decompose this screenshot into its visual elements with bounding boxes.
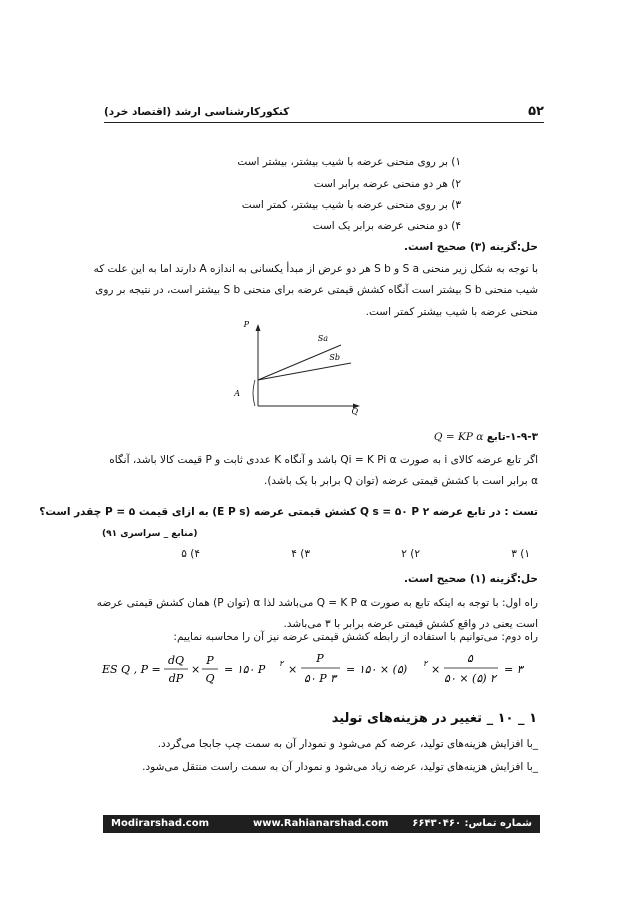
formula-term4-denominator: ۵۰ × (۵) ۲: [444, 672, 496, 685]
q1-option-2: ۲) هر دو منحنی عرضه برابر است: [313, 178, 461, 190]
formula-term1-numerator: dQ: [167, 654, 185, 667]
elasticity-formula: [98, 646, 538, 690]
y-axis-arrow: [256, 324, 261, 331]
formula-term4-numerator: ۵: [467, 652, 473, 665]
intercept-brace: [253, 380, 255, 406]
formula-times-2: ×: [288, 663, 298, 676]
page-footer: [103, 815, 540, 833]
formula-term2-denominator: Q: [205, 672, 215, 685]
section-9-3-heading-number: ۱-۹-۳-تابع: [486, 431, 538, 443]
formula-times-1: ×: [191, 663, 201, 676]
test-way1-line-1: راه اول: با توجه به اینکه تابع به صورت Q = K P α می‌باشد لذا α (توان P) همان کشش قیمتی عرضه: [96, 597, 538, 609]
q1-option-1: ۱) بر روی منحنی عرضه با شیب بیشتر، بیشتر است: [237, 156, 461, 168]
formula-result: = ۳: [504, 663, 523, 676]
section-9-3-line-1: اگر تابع عرضه کالای i به صورت Qi = K Pi α باشد و آنگاه K عددی ثابت و P قیمت کالا باشد، آنگاه: [109, 454, 538, 466]
intercept-label: A: [234, 389, 240, 398]
test-way2: راه دوم: می‌توانیم با استفاده از رابطه کشش قیمتی عرضه نیز آن را محاسبه نماییم:: [173, 631, 538, 643]
footer-site-modirarshad[interactable]: Modirarshad.com: [111, 818, 210, 829]
q1-solution-line-1: با توجه به شکل زیر منحنی S a و S b هر دو عرض از مبدأ یکسانی به اندازه A دارند اما به این علت که: [93, 263, 538, 275]
formula-term1-denominator: dP: [168, 672, 184, 685]
test-option-3: ۴ (۳: [291, 548, 310, 560]
section-9-3-heading: [434, 430, 538, 444]
test-option-4: ۵ (۴: [181, 548, 200, 560]
test-source: (منابع _ سراسری ۹۱): [102, 529, 198, 539]
formula-lhs: ES Q , P =: [102, 663, 161, 676]
supply-curves-graph: [236, 318, 376, 418]
formula-term3-denominator: ۵۰ P ۳: [303, 672, 337, 685]
page-header: [104, 104, 544, 123]
curve-sa-label: Sa: [317, 334, 328, 343]
curve-sb-label: Sb: [329, 353, 340, 362]
y-axis-label: P: [243, 320, 249, 329]
section-10-heading: ۱ _ ۱۰ _ تغییر در هزینه‌های تولید: [331, 711, 537, 726]
q1-solution-line-3: منحنی عرضه با شیب بیشتر کمتر است.: [365, 306, 538, 318]
book-title: کنکورکارشناسی ارشد (اقتصاد خرد): [104, 106, 290, 118]
formula-term2-numerator: P: [206, 654, 214, 667]
formula-eq1: = ۱۵۰ P: [224, 663, 266, 676]
q1-option-3: ۳) بر روی منحنی عرضه با شیب بیشتر، کمتر است: [241, 199, 461, 211]
curve-sa: [258, 345, 341, 380]
test-answer: حل:گزینه (۱) صحیح است.: [404, 573, 538, 585]
q1-option-4: ۴) دو منحنی عرضه برابر یک است: [312, 220, 461, 232]
test-option-2: ۲ (۲: [401, 548, 420, 560]
formula-eq2: = ۱۵۰ × (۵): [346, 663, 408, 676]
section-9-3-line-2: α برابر است با کشش قیمتی عرضه (توان Q برابر با یک باشد).: [263, 475, 538, 487]
test-question: تست : در تابع عرضه Q s = ۵۰ P ۲ کشش قیمتی عرضه (E P s) به ازای قیمت P = ۵ چقدر است؟: [39, 506, 538, 518]
q1-solution-line-2: شیب منحنی S b بیشتر است آنگاه کشش قیمتی عرضه برای منحنی S b بیشتر است، در نتیجه بر روی: [95, 284, 538, 296]
curve-sb: [258, 363, 351, 380]
q1-answer: حل:گزینه (۳) صحیح است.: [404, 241, 538, 253]
test-option-1: ۳ (۱: [511, 548, 530, 560]
formula-exponent-1: ۲: [279, 659, 284, 668]
section-10-line-2: _با افزایش هزینه‌های تولید، عرضه زیاد می‌شود و نمودار آن به سمت راست منتقل می‌شود.: [142, 761, 538, 773]
footer-phone: شماره تماس: ۶۶۴۳۰۴۶۰: [412, 818, 532, 829]
section-9-3-heading-formula: Q = KP α: [433, 431, 484, 443]
formula-times-3: ×: [431, 663, 441, 676]
footer-site-rahianarshad[interactable]: www.Rahianarshad.com: [253, 818, 389, 829]
formula-exponent-2: ۲: [423, 659, 428, 668]
x-axis-label: Q: [351, 407, 358, 416]
page-number: ۵۲: [528, 104, 544, 119]
formula-term3-numerator: P: [316, 652, 324, 665]
test-way1-line-2: است یعنی در واقع کشش قیمتی عرضه برابر با ۳ می‌باشد.: [283, 618, 538, 630]
section-10-line-1: _با افزایش هزینه‌های تولید، عرضه کم می‌شود و نمودار آن به سمت چپ جابجا می‌گردد.: [157, 738, 538, 750]
